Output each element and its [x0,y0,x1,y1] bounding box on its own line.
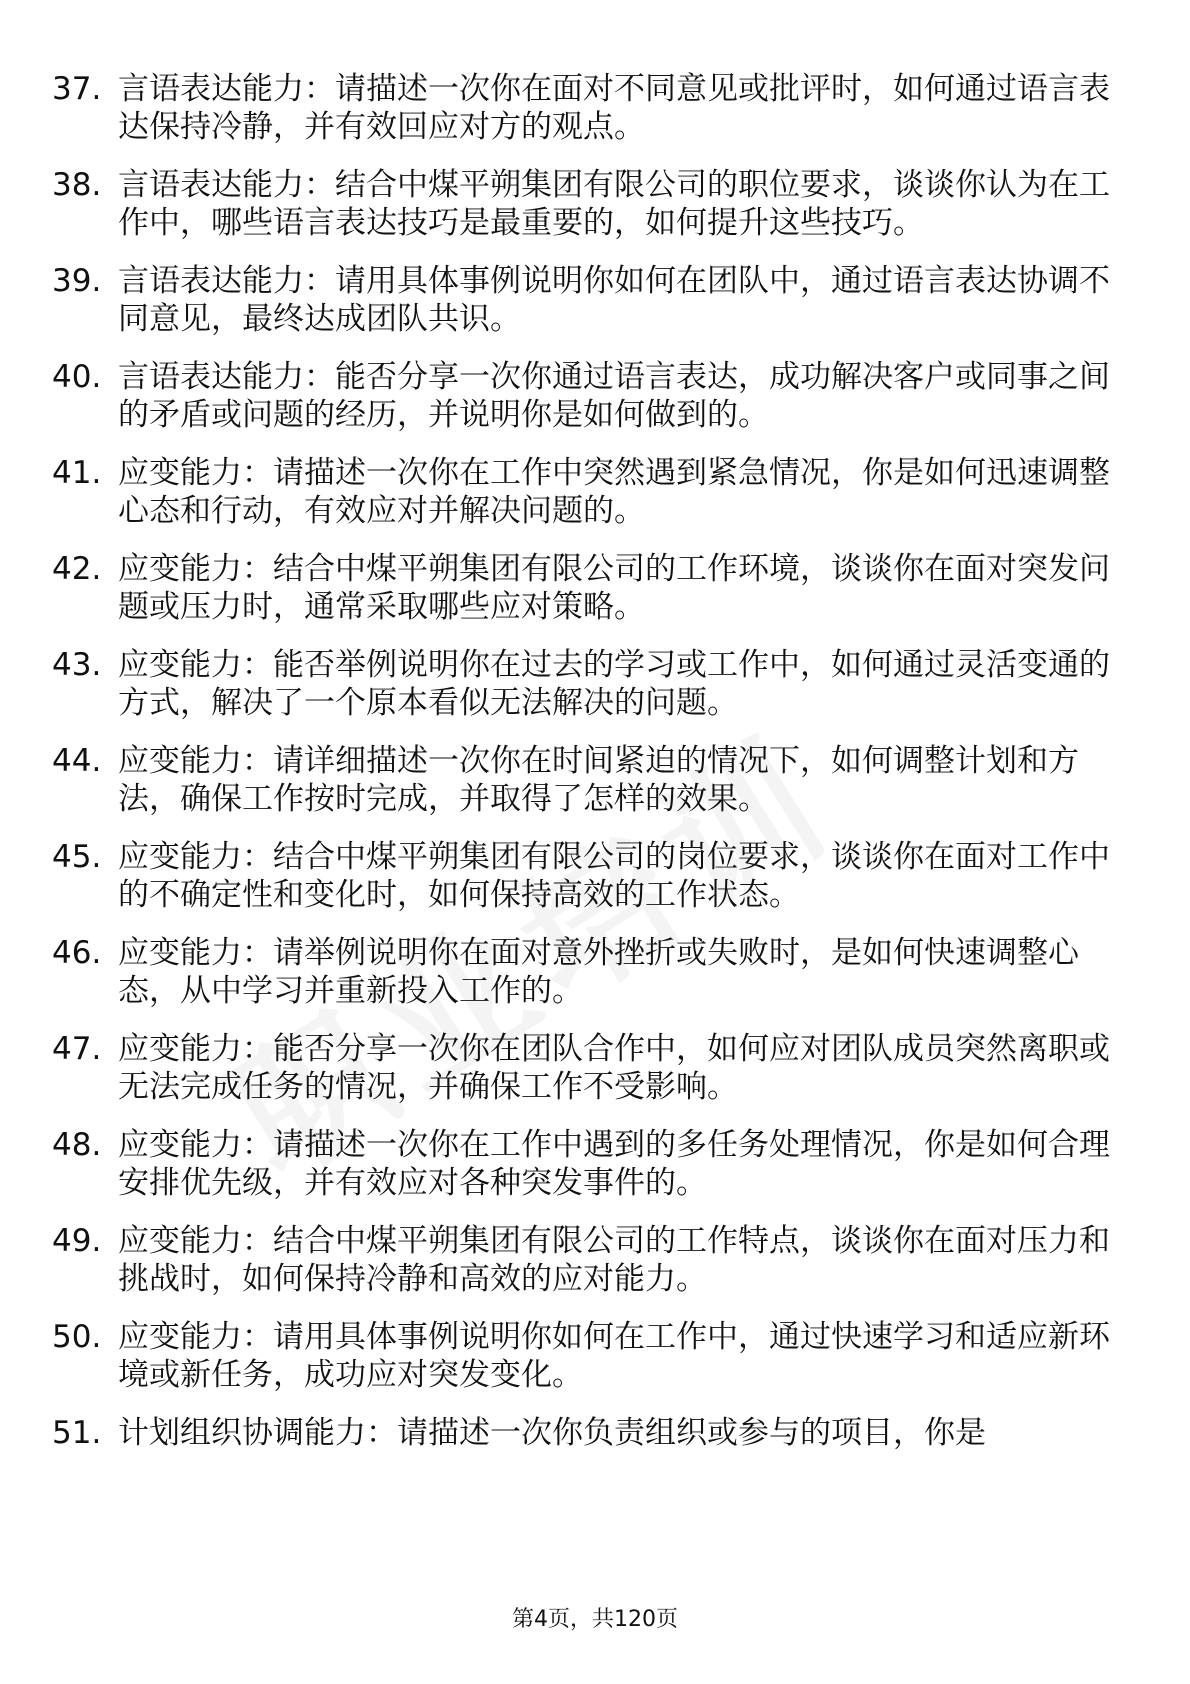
question-item [52,1414,1112,1452]
question-item [52,934,1112,1010]
question-number: 47. [52,1031,102,1067]
page-number: 第4页，共120页 [512,1607,678,1632]
question-number: 50. [52,1319,102,1355]
question-item [52,70,1112,146]
question-text: 应变能力：结合中煤平朔集团有限公司的工作特点，谈谈你在面对压力和挑战时，如何保持冷静和高效的应对能力。 [118,1223,1110,1297]
question-item [52,166,1112,242]
question-number: 49. [52,1223,102,1259]
question-number: 42. [52,551,102,587]
question-item [52,1222,1112,1298]
question-number: 38. [52,167,102,203]
question-item [52,1126,1112,1202]
question-text: 计划组织协调能力：请描述一次你负责组织或参与的项目，你是 [118,1415,986,1451]
question-text: 应变能力：能否分享一次你在团队合作中，如何应对团队成员突然离职或无法完成任务的情况，并确保工作不受影响。 [118,1031,1110,1105]
question-number: 43. [52,647,102,683]
question-text: 应变能力：请详细描述一次你在时间紧迫的情况下，如何调整计划和方法，确保工作按时完成，并取得了怎样的效果。 [118,743,1079,817]
question-number: 45. [52,839,102,875]
question-text: 应变能力：请描述一次你在工作中遇到的多任务处理情况，你是如何合理安排优先级，并有效应对各种突发事件的。 [118,1127,1110,1201]
question-text: 应变能力：结合中煤平朔集团有限公司的工作环境，谈谈你在面对突发问题或压力时，通常采取哪些应对策略。 [118,551,1110,625]
question-list [52,70,1112,1472]
question-number: 41. [52,455,102,491]
question-item [52,838,1112,914]
question-text: 言语表达能力：请描述一次你在面对不同意见或批评时，如何通过语言表达保持冷静，并有效回应对方的观点。 [118,71,1110,145]
question-text: 言语表达能力：请用具体事例说明你如何在团队中，通过语言表达协调不同意见，最终达成团队共识。 [118,263,1110,337]
question-item [52,358,1112,434]
question-text: 应变能力：请描述一次你在工作中突然遇到紧急情况，你是如何迅速调整心态和行动，有效应对并解决问题的。 [118,455,1110,529]
question-text: 言语表达能力：结合中煤平朔集团有限公司的职位要求，谈谈你认为在工作中，哪些语言表达技巧是最重要的，如何提升这些技巧。 [118,167,1110,241]
question-item [52,742,1112,818]
page-footer [0,1605,1190,1635]
question-number: 48. [52,1127,102,1163]
question-item [52,646,1112,722]
question-number: 40. [52,359,102,395]
question-item [52,454,1112,530]
question-number: 51. [52,1415,102,1451]
question-item [52,550,1112,626]
question-number: 44. [52,743,102,779]
question-number: 46. [52,935,102,971]
question-item [52,1318,1112,1394]
question-text: 应变能力：请用具体事例说明你如何在工作中，通过快速学习和适应新环境或新任务，成功应对突发变化。 [118,1319,1110,1393]
question-text: 应变能力：结合中煤平朔集团有限公司的岗位要求，谈谈你在面对工作中的不确定性和变化时，如何保持高效的工作状态。 [118,839,1110,913]
question-item [52,262,1112,338]
question-text: 应变能力：请举例说明你在面对意外挫折或失败时，是如何快速调整心态，从中学习并重新投入工作的。 [118,935,1079,1009]
question-number: 39. [52,263,102,299]
question-item [52,1030,1112,1106]
question-text: 言语表达能力：能否分享一次你通过语言表达，成功解决客户或同事之间的矛盾或问题的经历，并说明你是如何做到的。 [118,359,1110,433]
question-number: 37. [52,71,102,107]
question-text: 应变能力：能否举例说明你在过去的学习或工作中，如何通过灵活变通的方式，解决了一个原本看似无法解决的问题。 [118,647,1110,721]
